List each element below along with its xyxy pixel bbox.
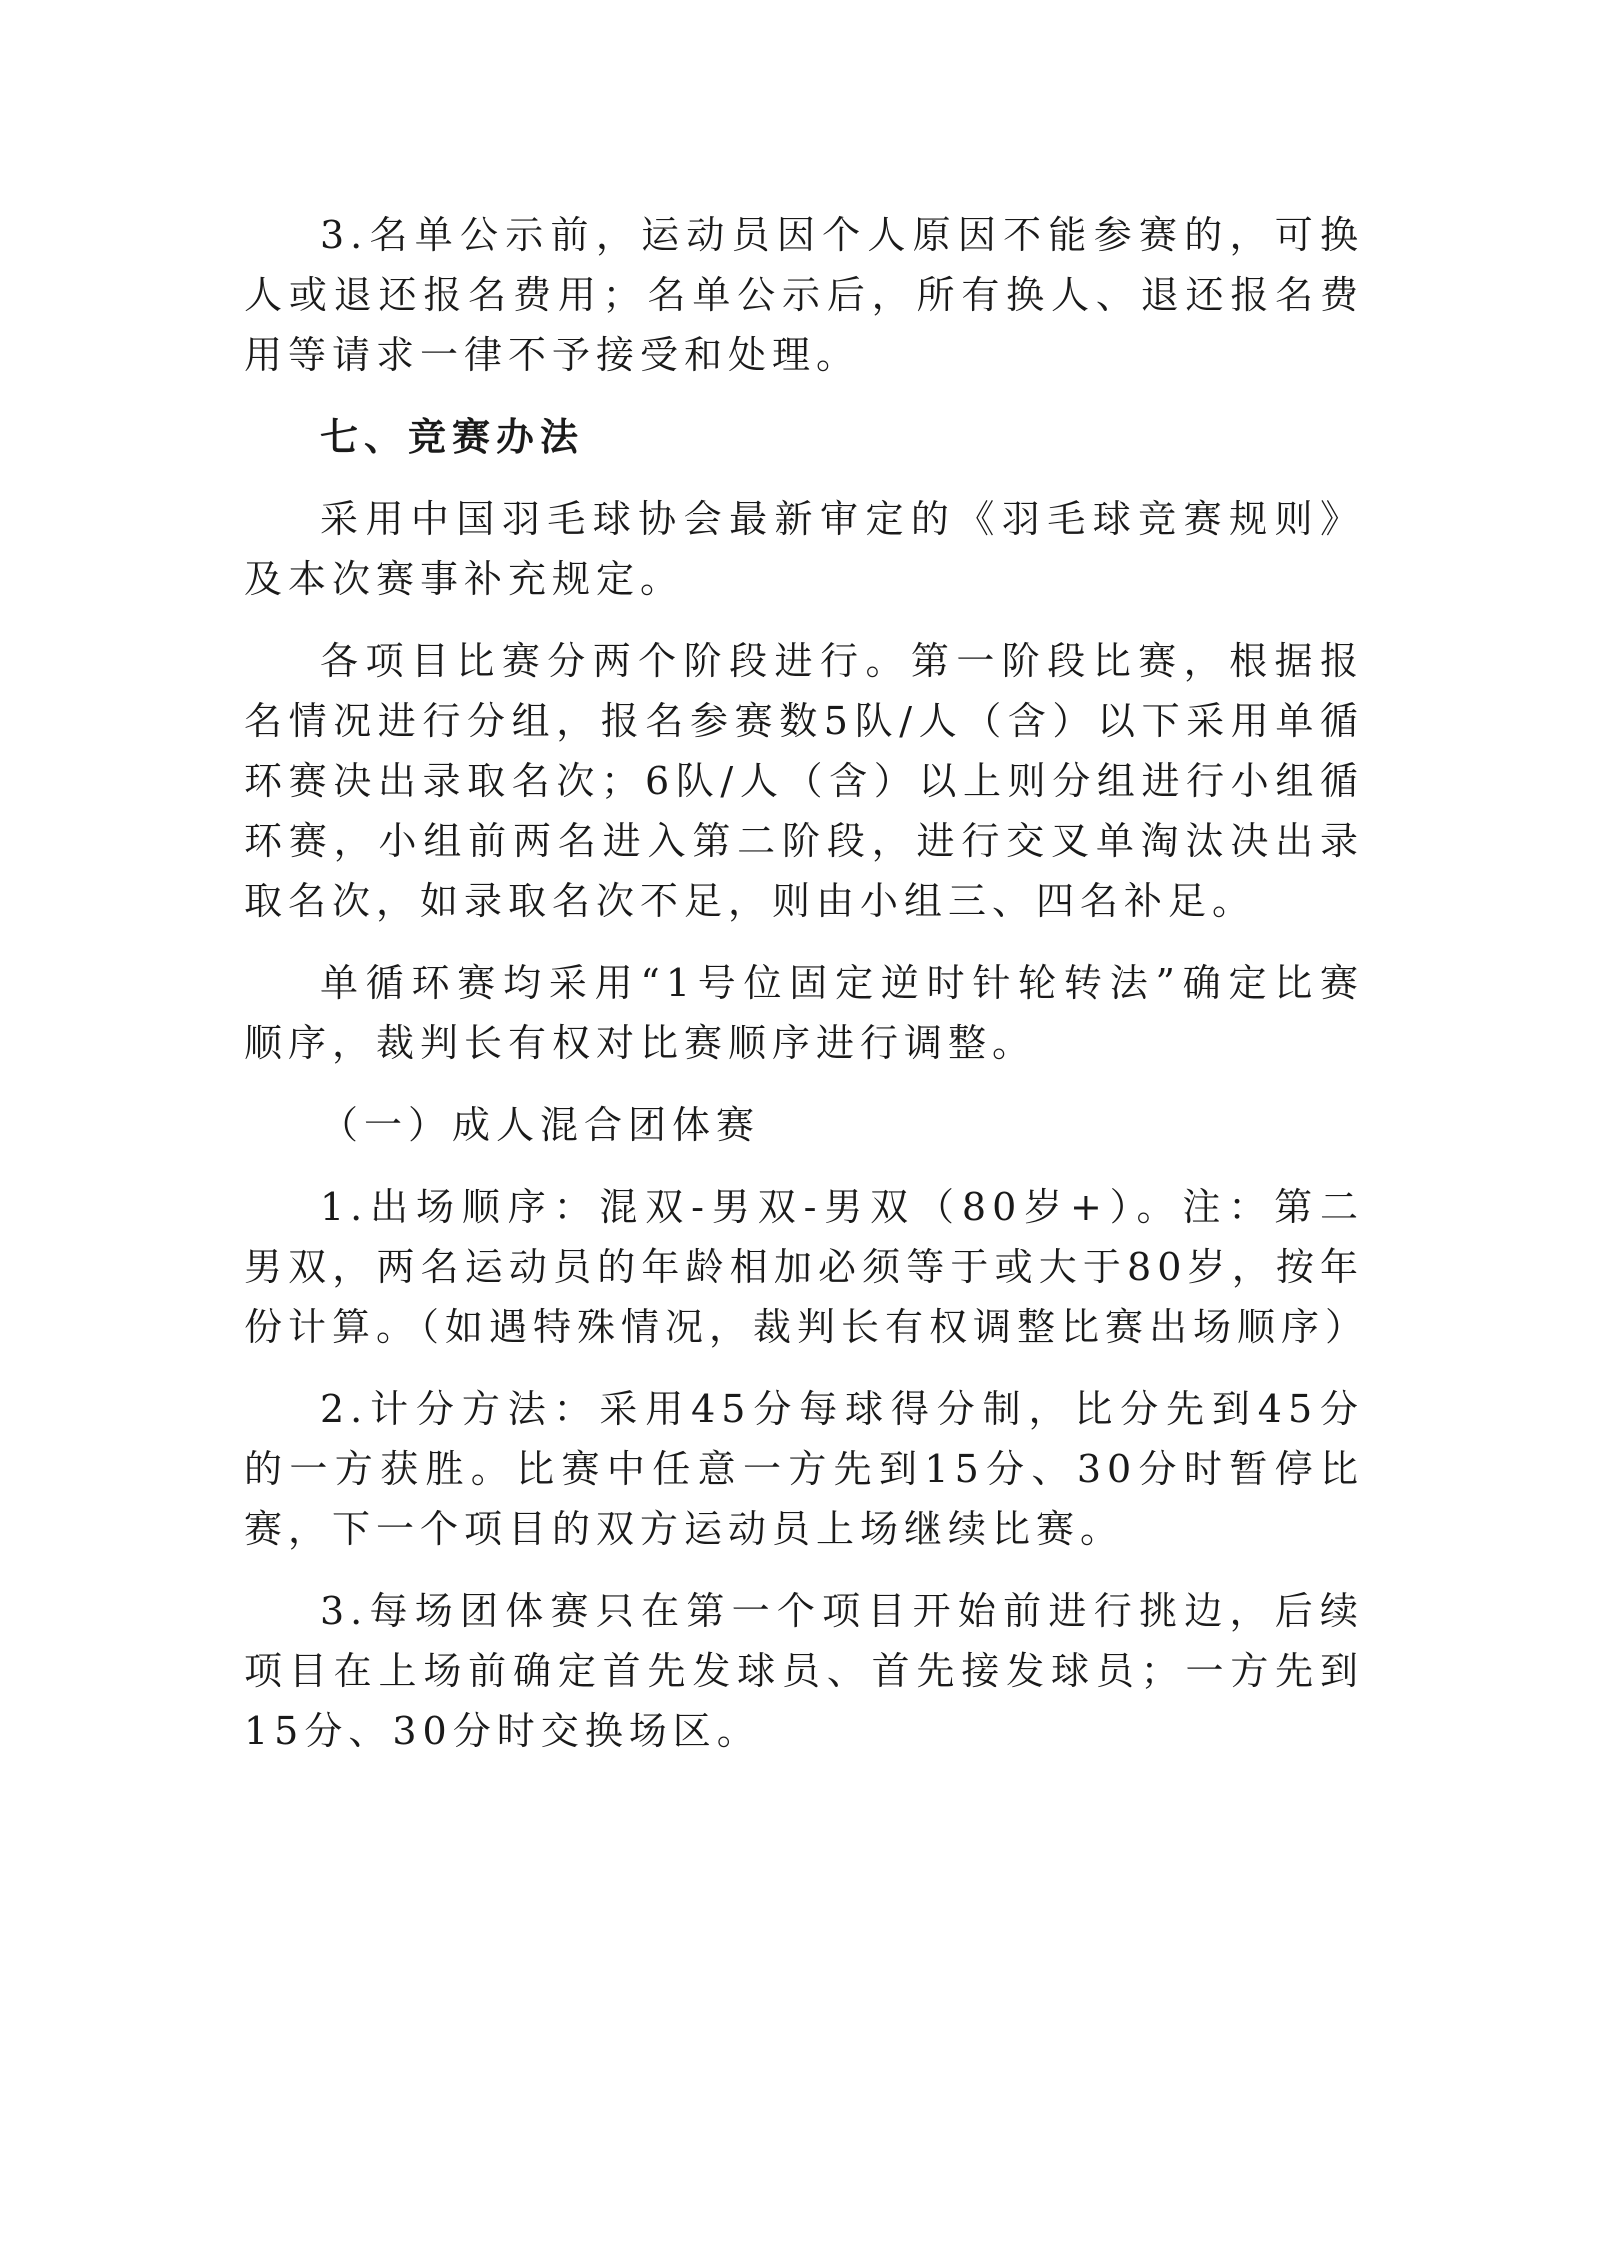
paragraph-round-robin-order: 单循环赛均采用“1号位固定逆时针轮转法”确定比赛顺序，裁判长有权对比赛顺序进行调整。: [244, 961, 1364, 1065]
paragraph-registration-rule-3: 3.名单公示前，运动员因个人原因不能参赛的，可换人或退还报名费用；名单公示后，所有换人、退还报名费用等请求一律不予接受和处理。: [244, 213, 1364, 377]
document-body: [244, 205, 1370, 1783]
paragraph-rules-basis: 采用中国羽毛球协会最新审定的《羽毛球竞赛规则》及本次赛事补充规定。: [244, 497, 1364, 601]
paragraph-playing-order: 1.出场顺序：混双-男双-男双（80岁+）。注：第二男双，两名运动员的年龄相加必须等于或大于80岁，按年份计算。（如遇特殊情况，裁判长有权调整比赛出场顺序）: [244, 1185, 1370, 1349]
section-heading-competition-method: 七、竞赛办法: [320, 415, 585, 459]
paragraph-competition-stages: 各项目比赛分两个阶段进行。第一阶段比赛，根据报名情况进行分组，报名参赛数5队/人（含）以下采用单循环赛决出录取名次；6队/人（含）以上则分组进行小组循环赛，小组前两名进入第二阶段，进行交叉单淘汰决出录取名次，如录取名次不足，则由小组三、四名补足。: [244, 639, 1364, 923]
paragraph-side-selection: 3.每场团体赛只在第一个项目开始前进行挑边，后续项目在上场前确定首先发球员、首先接发球员；一方先到15分、30分时交换场区。: [244, 1589, 1364, 1753]
paragraph-scoring-method: 2.计分方法：采用45分每球得分制，比分先到45分的一方获胜。比赛中任意一方先到15分、30分时暂停比赛，下一个项目的双方运动员上场继续比赛。: [244, 1387, 1364, 1551]
subheading-adult-mixed-team: （一）成人混合团体赛: [320, 1103, 761, 1147]
